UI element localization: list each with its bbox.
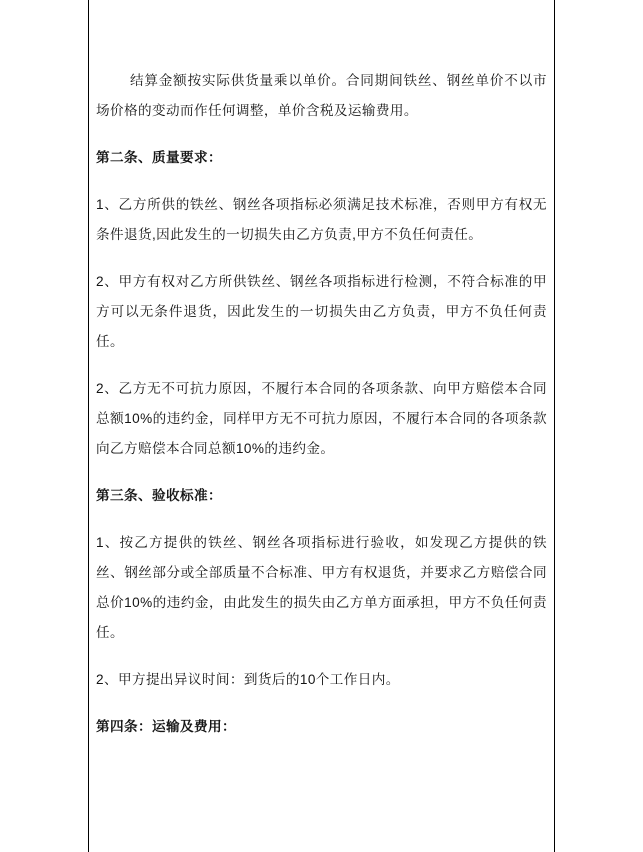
paragraph-article-two-item-1: 1、乙方所供的铁丝、钢丝各项指标必须满足技术标准，否则甲方有权无条件退货,因此发生的一切损失由乙方负责,甲方不负任何责任。 <box>96 197 547 242</box>
paragraph-settlement-amount: 结算金额按实际供货量乘以单价。合同期间铁丝、钢丝单价不以市场价格的变动而作任何调整，单价含税及运输费用。 <box>96 73 547 118</box>
document-body <box>96 66 547 852</box>
heading-article-two: 第二条、质量要求： <box>96 150 222 165</box>
page-right-margin-rule <box>554 0 555 852</box>
heading-article-three: 第三条、验收标准： <box>96 488 222 503</box>
heading-article-four: 第四条：运输及费用： <box>96 719 236 734</box>
paragraph-article-two-item-2: 2、甲方有权对乙方所供铁丝、钢丝各项指标进行检测，不符合标准的甲方可以无条件退货，因此发生的一切损失由乙方负责，甲方不负任何责任。 <box>96 274 547 349</box>
page-left-margin-rule <box>88 0 89 852</box>
paragraph-article-three-item-2: 2、甲方提出异议时间：到货后的10个工作日内。 <box>96 672 400 687</box>
paragraph-article-three-item-1: 1、按乙方提供的铁丝、钢丝各项指标进行验收，如发现乙方提供的铁丝、钢丝部分或全部质量不合标准、甲方有权退货，并要求乙方赔偿合同总价10%的违约金，由此发生的损失由乙方单方面承担，甲方不负任何责任。 <box>96 535 547 640</box>
paragraph-article-two-item-3: 2、乙方无不可抗力原因，不履行本合同的各项条款、向甲方赔偿本合同总额10%的违约金，同样甲方无不可抗力原因，不履行本合同的各项条款向乙方赔偿本合同总额10%的违约金。 <box>96 381 547 456</box>
